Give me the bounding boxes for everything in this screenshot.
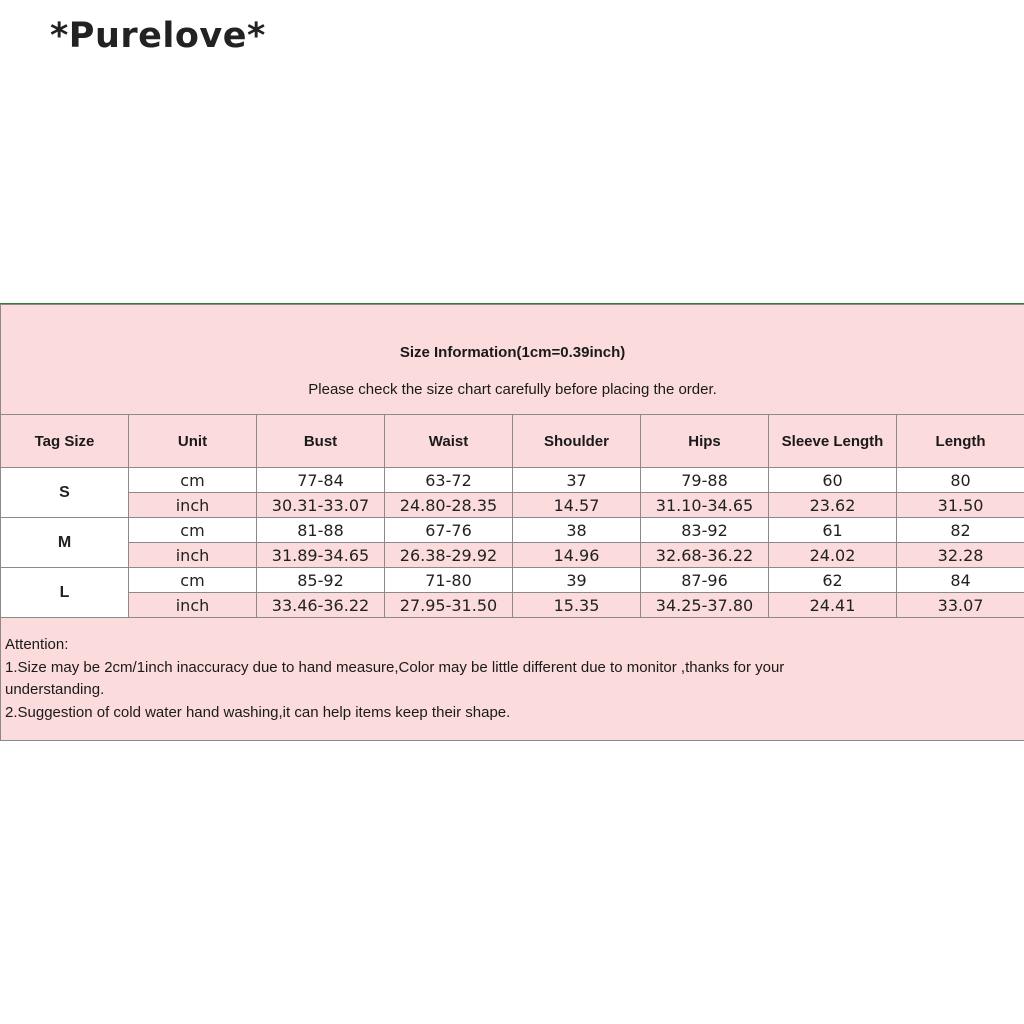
table-row bbox=[1, 518, 1024, 543]
length-cell: 80 bbox=[897, 468, 1024, 493]
table-subtitle: Please check the size chart carefully before placing the order. bbox=[1, 364, 1024, 415]
table-row bbox=[1, 493, 1024, 518]
header-unit: Unit bbox=[129, 415, 257, 468]
table-row bbox=[1, 543, 1024, 568]
shoulder-cell: 14.96 bbox=[513, 543, 641, 568]
waist-cell: 24.80-28.35 bbox=[385, 493, 513, 518]
bust-cell: 30.31-33.07 bbox=[257, 493, 385, 518]
size-m-label: M bbox=[1, 518, 129, 568]
brand-watermark: *Purelove* bbox=[50, 16, 266, 56]
shoulder-cell: 15.35 bbox=[513, 593, 641, 618]
waist-cell: 67-76 bbox=[385, 518, 513, 543]
unit-cell: inch bbox=[129, 543, 257, 568]
unit-cell: inch bbox=[129, 593, 257, 618]
size-s-label: S bbox=[1, 468, 129, 518]
title-row bbox=[1, 305, 1024, 365]
waist-cell: 71-80 bbox=[385, 568, 513, 593]
shoulder-cell: 14.57 bbox=[513, 493, 641, 518]
header-waist: Waist bbox=[385, 415, 513, 468]
length-cell: 32.28 bbox=[897, 543, 1024, 568]
length-cell: 31.50 bbox=[897, 493, 1024, 518]
header-bust: Bust bbox=[257, 415, 385, 468]
header-shoulder: Shoulder bbox=[513, 415, 641, 468]
bust-cell: 77-84 bbox=[257, 468, 385, 493]
size-chart bbox=[0, 303, 1024, 719]
attention-line-1-cont: understanding. bbox=[5, 681, 105, 698]
waist-cell: 27.95-31.50 bbox=[385, 593, 513, 618]
table-row bbox=[1, 468, 1024, 493]
hips-cell: 34.25-37.80 bbox=[641, 593, 769, 618]
sleeve-cell: 62 bbox=[769, 568, 897, 593]
hips-cell: 83-92 bbox=[641, 518, 769, 543]
hips-cell: 87-96 bbox=[641, 568, 769, 593]
table-row bbox=[1, 593, 1024, 618]
subtitle-row bbox=[1, 364, 1024, 415]
hips-cell: 79-88 bbox=[641, 468, 769, 493]
shoulder-cell: 39 bbox=[513, 568, 641, 593]
shoulder-cell: 38 bbox=[513, 518, 641, 543]
attention-row bbox=[1, 618, 1024, 741]
hips-cell: 32.68-36.22 bbox=[641, 543, 769, 568]
unit-cell: cm bbox=[129, 518, 257, 543]
hips-cell: 31.10-34.65 bbox=[641, 493, 769, 518]
size-l-label: L bbox=[1, 568, 129, 618]
length-cell: 82 bbox=[897, 518, 1024, 543]
attention-line-2: 2.Suggestion of cold water hand washing,it can help items keep their shape. bbox=[5, 703, 511, 721]
unit-cell: cm bbox=[129, 468, 257, 493]
header-hips: Hips bbox=[641, 415, 769, 468]
table-title: Size Information(1cm=0.39inch) bbox=[1, 305, 1024, 365]
sleeve-cell: 24.41 bbox=[769, 593, 897, 618]
header-length: Length bbox=[897, 415, 1024, 468]
size-table bbox=[0, 304, 1024, 741]
sleeve-cell: 23.62 bbox=[769, 493, 897, 518]
sleeve-cell: 24.02 bbox=[769, 543, 897, 568]
length-cell: 84 bbox=[897, 568, 1024, 593]
bust-cell: 31.89-34.65 bbox=[257, 543, 385, 568]
bust-cell: 33.46-36.22 bbox=[257, 593, 385, 618]
waist-cell: 26.38-29.92 bbox=[385, 543, 513, 568]
header-sleeve-length: Sleeve Length bbox=[769, 415, 897, 468]
header-tag-size: Tag Size bbox=[1, 415, 129, 468]
table-row bbox=[1, 568, 1024, 593]
header-row bbox=[1, 415, 1024, 468]
attention-heading: Attention: bbox=[5, 636, 69, 653]
sleeve-cell: 61 bbox=[769, 518, 897, 543]
bust-cell: 85-92 bbox=[257, 568, 385, 593]
bust-cell: 81-88 bbox=[257, 518, 385, 543]
waist-cell: 63-72 bbox=[385, 468, 513, 493]
unit-cell: inch bbox=[129, 493, 257, 518]
sleeve-cell: 60 bbox=[769, 468, 897, 493]
shoulder-cell: 37 bbox=[513, 468, 641, 493]
unit-cell: cm bbox=[129, 568, 257, 593]
length-cell: 33.07 bbox=[897, 593, 1024, 618]
attention-line-1: 1.Size may be 2cm/1inch inaccuracy due to hand measure,Color may be little different due to monitor ,thanks for your bbox=[5, 658, 785, 676]
attention-notes bbox=[1, 618, 1024, 741]
